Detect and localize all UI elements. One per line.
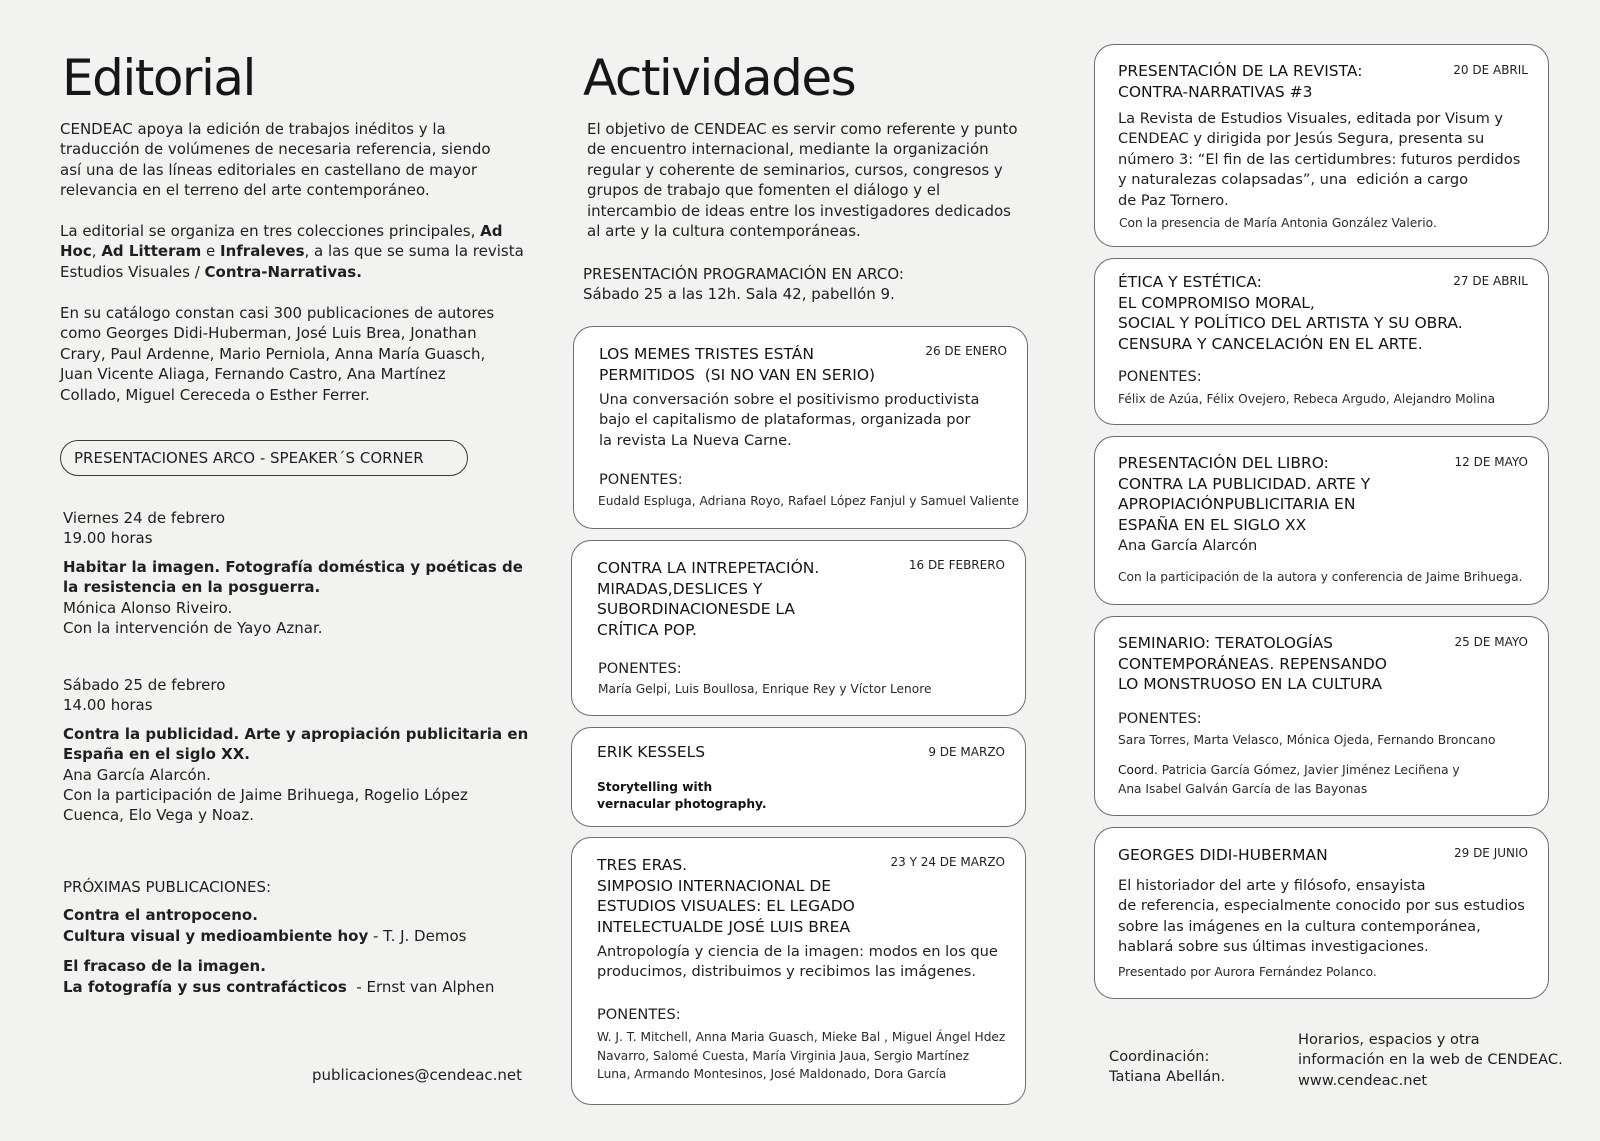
title-line: PRESENTACIÓN DE LA REVISTA: [1118, 62, 1363, 80]
event-card-date: 25 DE MAYO [1454, 635, 1528, 649]
event-card-etica-y-estetica[interactable] [1094, 258, 1549, 425]
spacer [63, 946, 503, 956]
event-card-erik-kessels[interactable] [571, 727, 1026, 827]
text-line [60, 241, 524, 261]
text-line: regular y coherente de seminarios, cursos, congresos y [587, 160, 1003, 179]
ponentes-list: Eudald Espluga, Adriana Royo, Rafael López Fanjul y Samuel Valiente [598, 494, 1020, 508]
event-card-date: 20 DE ABRIL [1453, 63, 1528, 77]
text-line [63, 926, 503, 946]
event-note: Cuenca, Elo Vega y Noaz. [63, 806, 254, 825]
info-web [1298, 1030, 1563, 1091]
title-line: CONTRA LA INTREPETACIÓN. [597, 559, 820, 577]
arco-event-saturday [63, 675, 529, 826]
ponentes-label: PONENTES: [598, 660, 682, 677]
text-line: hablará sobre sus últimas investigaciones. [1118, 938, 1429, 956]
event-card-note: Con la presencia de María Antonia González Valerio. [1119, 216, 1437, 230]
arco-programacion [583, 264, 1043, 305]
title-line: SOCIAL Y POLÍTICO DEL ARTISTA Y SU OBRA. [1118, 314, 1463, 332]
text-line: al arte y la cultura contemporáneas. [587, 222, 861, 241]
event-card-date: 9 DE MARZO [928, 745, 1005, 759]
proximas-publicaciones [63, 877, 503, 997]
text-line: bajo el capitalismo de plataformas, organizada por [599, 411, 971, 429]
title-line: PRESENTACIÓN DEL LIBRO: [1118, 454, 1329, 472]
event-card-description [1118, 876, 1533, 958]
event-card-title [597, 855, 927, 937]
text-span: Estudios Visuales / [60, 262, 205, 281]
collection-ad-hoc: Ad [480, 222, 503, 240]
ponentes-label: PONENTES: [1118, 710, 1202, 727]
text-line: de encuentro internacional, mediante la organización [587, 140, 989, 159]
text-span: Patricia García Gómez, Javier Jiménez Leciñena y [1157, 763, 1460, 777]
editorial-collections [60, 221, 524, 282]
editorial-intro [60, 119, 510, 201]
text-line: Collado, Miguel Cereceda o Esther Ferrer. [60, 385, 370, 404]
spacer [63, 549, 503, 557]
event-card-description [599, 390, 1009, 451]
event-day: Sábado 25 de febrero [63, 676, 226, 694]
publication-title: El fracaso de la imagen. [63, 957, 266, 976]
event-time: 19.00 horas [63, 529, 153, 548]
event-card-note: Con la participación de la autora y conferencia de Jaime Brihuega. [1118, 570, 1523, 584]
arco-detail: Sábado 25 a las 12h. Sala 42, pabellón 9. [583, 285, 895, 304]
text-line: Antropología y ciencia de la imagen: modos en los que [597, 943, 998, 960]
text-line: W. J. T. Mitchell, Anna Maria Guasch, Mieke Bal , Miguel Ángel Hdez [597, 1030, 1006, 1044]
title-line: SEMINARIO: TERATOLOGÍAS [1118, 634, 1333, 652]
title-line: CONTEMPORÁNEAS. REPENSANDO [1118, 654, 1387, 673]
ponentes-label: PONENTES: [599, 471, 683, 488]
text-line: La Revista de Estudios Visuales, editada por Visum y [1118, 110, 1504, 127]
spacer [63, 716, 503, 724]
title-line: APROPIACIÓNPUBLICITARIA EN [1118, 495, 1356, 513]
event-card-tres-eras[interactable] [571, 837, 1026, 1105]
publication-title: Cultura visual y medioambiente hoy [63, 926, 369, 945]
event-card-title [597, 558, 917, 640]
title-line: LOS MEMES TRISTES ESTÁN [599, 345, 814, 363]
title-line: MIRADAS,DESLICES Y [597, 579, 763, 598]
text-line: Tatiana Abellán. [1109, 1068, 1226, 1086]
event-card-author: Ana García Alarcón [1118, 537, 1258, 554]
event-card-title [1118, 61, 1438, 102]
event-card-description [1118, 109, 1533, 211]
title-line: LO MONSTRUOSO EN LA CULTURA [1118, 675, 1383, 693]
event-time: 14.00 horas [63, 696, 153, 715]
collection-ad-litteram: Ad Litteram [101, 242, 202, 261]
publication-author: - T. J. Demos [368, 926, 467, 945]
ponentes-list: María Gelpi, Luis Boullosa, Enrique Rey y Víctor Lenore [598, 682, 932, 696]
text-line [1118, 761, 1538, 780]
arco-event-friday [63, 508, 523, 638]
ponentes-list: Sara Torres, Marta Velasco, Mónica Ojeda, Fernando Broncano [1118, 733, 1496, 747]
text-line: intercambio de ideas entre los investigadores dedicados [587, 201, 1011, 220]
arco-speakers-corner-label: PRESENTACIONES ARCO - SPEAKER´S CORNER [60, 440, 468, 476]
event-title: Contra la publicidad. Arte y apropiación publicitaria en [63, 724, 529, 743]
text-line: Luna, Armando Montesinos, José Maldonado, Dora García [597, 1067, 947, 1081]
coordinacion [1109, 1047, 1225, 1088]
ponentes-list [597, 1028, 1017, 1084]
text-line: información en la web de CENDEAC. [1298, 1051, 1563, 1069]
title-line: TRES ERAS. [597, 856, 688, 874]
text-span: e [201, 242, 221, 261]
title-line: CONTRA-NARRATIVAS #3 [1118, 82, 1313, 101]
cendeac-website-link[interactable]: www.cendeac.net [1298, 1071, 1428, 1089]
event-card-didi-huberman[interactable] [1094, 827, 1549, 999]
event-author: Mónica Alonso Riveiro. [63, 598, 233, 617]
event-card-title [599, 344, 919, 385]
ponentes-label: PONENTES: [1118, 368, 1202, 385]
text-line: Coordinación: [1109, 1048, 1210, 1065]
event-card-title [1118, 453, 1448, 535]
title-line: ESPAÑA EN EL SIGLO XX [1118, 515, 1307, 534]
event-title: Habitar la imagen. Fotografía doméstica y poéticas de [63, 557, 523, 576]
actividades-intro [587, 119, 1047, 241]
text-line: Ana Isabel Galván García de las Bayonas [1118, 781, 1368, 796]
text-span: , a las que se suma la revista [304, 242, 524, 261]
text-line: de Paz Tornero. [1118, 191, 1229, 209]
event-card-seminario-teratologias[interactable] [1094, 616, 1549, 816]
event-card-date: 16 DE FEBRERO [908, 558, 1005, 572]
text-line [60, 262, 520, 282]
event-card-date: 23 Y 24 DE MARZO [890, 855, 1005, 869]
text-line: CENDEAC y dirigida por Jesús Segura, presenta su [1118, 130, 1485, 148]
ponentes-label: PONENTES: [597, 1006, 681, 1023]
publicaciones-email-link[interactable]: publicaciones@cendeac.net [312, 1066, 523, 1084]
event-card-title: GEORGES DIDI-HUBERMAN [1118, 846, 1328, 864]
publication-author: - Ernst van Alphen [346, 977, 495, 996]
publication-title: Contra el antropoceno. [63, 906, 258, 925]
event-note: Con la participación de Jaime Brihuega, Rogelio López [63, 786, 468, 805]
text-line: así una de las líneas editoriales en castellano de mayor [60, 160, 478, 179]
event-author: Ana García Alarcón. [63, 765, 211, 784]
text-line: En su catálogo constan casi 300 publicaciones de autores [60, 304, 495, 322]
event-card-description [597, 779, 766, 812]
title-line: SUBORDINACIONESDE LA [597, 600, 796, 618]
publication-title: La fotografía y sus contrafácticos [63, 977, 347, 996]
coord-label: Coord. [1118, 763, 1158, 777]
editorial-catalog [60, 303, 520, 405]
text-line: Crary, Paul Ardenne, Mario Perniola, Anna María Guasch, [60, 344, 486, 363]
text-line: de referencia, especialmente conocido por sus estudios [1118, 897, 1525, 915]
spacer [63, 897, 503, 905]
title-line: ESTUDIOS VISUALES: EL LEGADO [597, 897, 855, 915]
event-card-note: Presentado por Aurora Fernández Polanco. [1118, 965, 1377, 979]
text-line: Juan Vicente Aliaga, Fernando Castro, Ana Martínez [60, 365, 446, 384]
journal-contra-narrativas: Contra-Narrativas. [204, 262, 362, 281]
title-line: INTELECTUALDE JOSÉ LUIS BREA [597, 917, 851, 936]
title-line: CONTRA LA PUBLICIDAD. ARTE Y [1118, 474, 1371, 493]
text-line: Horarios, espacios y otra [1298, 1031, 1480, 1048]
event-card-presentacion-libro[interactable] [1094, 436, 1549, 605]
event-card-date: 27 DE ABRIL [1453, 274, 1528, 288]
actividades-title: Actividades [583, 49, 856, 107]
collection-ad-hoc: Hoc [60, 242, 92, 261]
text-line: producimos, distribuimos y recibimos las imágenes. [597, 963, 977, 981]
text-line: Una conversación sobre el positivismo productivista [599, 391, 980, 408]
title-line: CENSURA Y CANCELACIÓN EN EL ARTE. [1118, 334, 1423, 353]
text-line: traducción de volúmenes de necesaria referencia, siendo [60, 140, 491, 159]
ponentes-list: Félix de Azúa, Félix Ovejero, Rebeca Argudo, Alejandro Molina [1118, 392, 1496, 406]
title-line: PERMITIDOS (SI NO VAN EN SERIO) [599, 365, 876, 384]
event-note: Con la intervención de Yayo Aznar. [63, 619, 323, 638]
event-title: la resistencia en la posguerra. [63, 578, 321, 597]
event-card-contra-la-interpretacion[interactable] [571, 540, 1026, 716]
text-line: como Georges Didi-Huberman, José Luis Brea, Jonathan [60, 324, 477, 343]
editorial-title: Editorial [62, 49, 255, 107]
text-line: número 3: “El fin de las certidumbres: futuros perdidos [1118, 150, 1521, 168]
event-day: Viernes 24 de febrero [63, 509, 226, 527]
coordination-list [1118, 761, 1538, 798]
arco-heading: PRESENTACIÓN PROGRAMACIÓN EN ARCO: [583, 265, 904, 283]
text-line: grupos de trabajo que fomenten el diálogo y el [587, 181, 941, 200]
text-line: El objetivo de CENDEAC es servir como referente y punto [587, 120, 1018, 138]
event-card-memes-tristes[interactable] [573, 326, 1028, 529]
title-line: ÉTICA Y ESTÉTICA: [1118, 273, 1262, 291]
event-title: España en el siglo XX. [63, 745, 250, 764]
title-line: SIMPOSIO INTERNACIONAL DE [597, 876, 832, 895]
text-line: vernacular photography. [597, 796, 767, 811]
collection-infraleves: Infraleves [220, 242, 305, 261]
event-card-date: 26 DE ENERO [925, 344, 1007, 358]
text-span: , [91, 242, 102, 261]
text-line [60, 221, 520, 241]
text-line: relevancia en el terreno del arte contemporáneo. [60, 181, 430, 200]
event-card-title: ERIK KESSELS [597, 743, 706, 761]
text-line [63, 977, 503, 997]
text-line: CENDEAC apoya la edición de trabajos inéditos y la [60, 120, 446, 138]
text-line: Navarro, Salomé Cuesta, María Virginia Jaua, Sergio Martínez [597, 1048, 970, 1063]
title-line: EL COMPROMISO MORAL, [1118, 293, 1315, 312]
title-line: CRÍTICA POP. [597, 620, 697, 639]
text-line: la revista La Nueva Carne. [599, 431, 792, 449]
text-line: Storytelling with [597, 780, 713, 794]
text-line: sobre las imágenes en la cultura contemporánea, [1118, 917, 1481, 935]
text-line: y naturalezas colapsadas”, una edición a cargo [1118, 171, 1469, 189]
event-card-revista-contra-narrativas[interactable] [1094, 44, 1549, 247]
text-line: El historiador del arte y filósofo, ensayista [1118, 877, 1426, 894]
event-card-description [597, 942, 1007, 983]
event-card-title [1118, 633, 1458, 695]
section-heading: PRÓXIMAS PUBLICACIONES: [63, 878, 272, 896]
text-span: La editorial se organiza en tres colecciones principales, [60, 222, 481, 240]
event-card-date: 12 DE MAYO [1454, 455, 1528, 469]
event-card-date: 29 DE JUNIO [1453, 846, 1528, 860]
